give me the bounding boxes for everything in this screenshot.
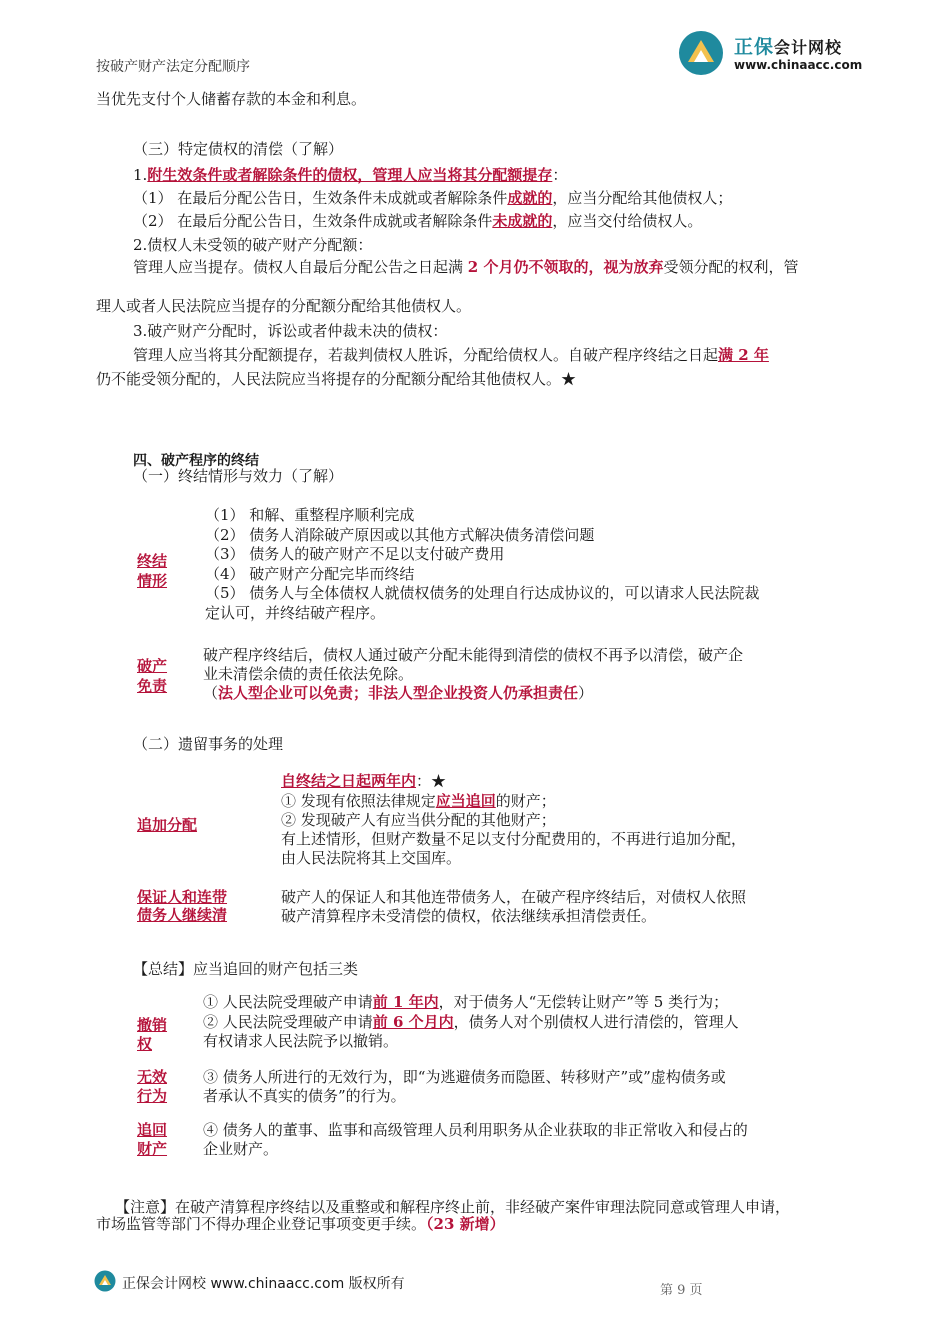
sec3-item3-body: 管理人应当将其分配额提存，若裁判债权人胜诉，分配给债权人。自破产程序终结之日起满 2 年: [133, 346, 769, 364]
logo-url: www.chinaacc.com: [734, 58, 863, 72]
inv-2: 者承认不真实的债务”的行为。: [203, 1087, 406, 1105]
para-top: 当优先支付个人储蓄存款的本金和利息。: [96, 90, 367, 108]
footer-text: 正保会计网校 www.chinaacc.com 版权所有: [122, 1276, 405, 1292]
summary: 【总结】应当追回的财产包括三类: [133, 960, 359, 978]
add-2: ② 发现破产人有应当供分配的其他财产；: [281, 811, 556, 829]
chinaacc-logo: [678, 28, 878, 80]
exempt-line2: 业未清偿余债的责任依法免除。: [203, 665, 414, 683]
end-item: （5） 债务人与全体债权人就债权债务的处理自行达成协议的，可以请求人民法院裁: [205, 584, 760, 602]
sec3-item1-a: （1） 在最后分配公告日，生效条件未成就或者解除条件成就的，应当分配给其他债权人；: [133, 189, 733, 207]
add-1: ① 发现有依照法律规定应当追回的财产；: [281, 792, 556, 810]
guar-label: 保证人和连带 债务人继续清: [137, 888, 228, 924]
inv-1: ③ 债务人所进行的无效行为，即“为逃避债务而隐匿、转移财产”或”虚构债务或: [203, 1068, 726, 1086]
top-cut-text: 按破产财产法定分配顺序: [96, 59, 250, 75]
inv-label: 无效 行为: [137, 1068, 168, 1105]
end-label: 终结 情形: [137, 552, 168, 590]
sec3-item2-cont: 理人或者人民法院应当提存的分配额分配给其他债权人。: [96, 297, 472, 315]
logo-brand-text: 正保会计网校: [734, 36, 843, 58]
add-head: 自终结之日起两年内：★: [281, 772, 447, 790]
rev-1: ① 人民法院受理破产申请前 1 年内，对于债务人“无偿转让财产”等 5 类行为；: [203, 993, 729, 1011]
note-line2: 市场监管等部门不得办理企业登记事项变更手续。（23 新增）: [96, 1215, 505, 1233]
sec3-item1-b: （2） 在最后分配公告日，生效条件成就或者解除条件未成就的，应当交付给债权人。: [133, 212, 703, 230]
end-items: [205, 506, 825, 623]
exempt-note: （法人型企业可以免责；非法人型企业投资人仍承担责任）: [203, 684, 594, 702]
rev-label: 撤销 权: [137, 1016, 168, 1053]
rev-3: 有权请求人民法院予以撤销。: [203, 1032, 399, 1050]
rev-2: ② 人民法院受理破产申请前 6 个月内，债务人对个别债权人进行清偿的，管理人: [203, 1013, 739, 1031]
end-item: （1） 和解、重整程序顺利完成: [205, 506, 415, 524]
rec-1: ④ 债务人的董事、监事和高级管理人员利用职务从企业获取的非正常收入和侵占的: [203, 1121, 748, 1139]
add-3: 有上述情形，但财产数量不足以支付分配费用的，不再进行追加分配，: [281, 830, 747, 848]
guar-line2: 破产清算程序未受清偿的债权，依法继续承担清偿责任。: [281, 907, 657, 925]
rec-2: 企业财产。: [203, 1140, 279, 1158]
sec4-sub2: （二）遗留事务的处理: [133, 735, 284, 753]
page-number: 第 9 页: [660, 1283, 703, 1298]
sec4-title: 四、破产程序的终结: [133, 453, 259, 469]
rec-label: 追回 财产: [137, 1121, 168, 1158]
sec3-item3: 3.破产财产分配时，诉讼或者仲裁未决的债权：: [133, 322, 448, 340]
logo-mark-icon: [678, 30, 724, 76]
exempt-label: 破产 免责: [137, 657, 168, 695]
sec3-item2-body: 管理人应当提存。债权人自最后分配公告之日起满 2 个月仍不领取的，视为放弃受领分配的权利，管: [133, 258, 799, 276]
end-item: （4） 破产财产分配完毕而终结: [205, 564, 415, 583]
add-4: 由人民法院将其上交国库。: [281, 849, 462, 867]
add-label: 追加分配: [137, 816, 198, 834]
sec3-item3-cont: 仍不能受领分配的，人民法院应当将提存的分配额分配给其他债权人。★: [96, 370, 577, 388]
sec3-title: （三）特定债权的清偿（了解）: [133, 140, 344, 158]
note-line1: 【注意】在破产清算程序终结以及重整或和解程序终止前，非经破产案件审理法院同意或管理人申请，: [115, 1198, 791, 1216]
sec4-sub1: （一）终结情形与效力（了解）: [133, 467, 344, 485]
end-item: （3） 债务人的破产财产不足以支付破产费用: [205, 545, 505, 563]
footer-logo-icon: [94, 1270, 116, 1292]
sec3-item2: 2.债权人未受领的破产财产分配额：: [133, 236, 373, 254]
exempt-line1: 破产程序终结后，债权人通过破产分配未能得到清偿的债权不再予以清偿，破产企: [203, 646, 744, 664]
end-item: （2） 债务人消除破产原因或以其他方式解决债务清偿问题: [205, 525, 595, 544]
end-item: 定认可，并终结破产程序。: [205, 603, 386, 622]
guar-line1: 破产人的保证人和其他连带债务人，在破产程序终结后，对债权人依照: [281, 888, 747, 906]
sec3-item1: 1.附生效条件或者解除条件的债权，管理人应当将其分配额提存：: [133, 166, 568, 184]
